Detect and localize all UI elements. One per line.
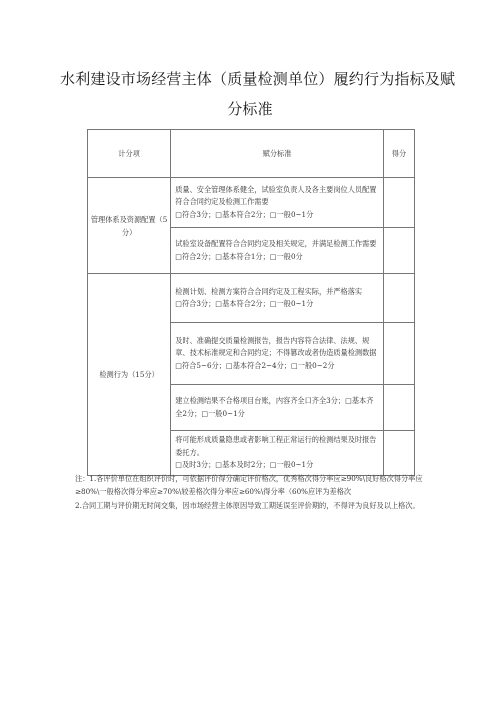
category-cell <box>88 178 171 274</box>
document-title <box>60 64 456 124</box>
header-score: 得分 <box>383 130 414 178</box>
category-label: 检测行为（15分） <box>99 370 159 379</box>
title-line-2: 分标准 <box>227 100 273 118</box>
header-criteria: 赋分标准 <box>171 130 384 178</box>
criteria-cell <box>171 178 384 228</box>
criteria-text: 将可能形成质量隐患或者影响工程正常运行的检测结果及时报告委托方。 <box>175 435 377 457</box>
table-row <box>88 178 415 228</box>
score-options: □符合5~6分；□基本符合2~4分；□一般0~2分 <box>175 360 335 370</box>
score-options: □符合3分；□基本符合2分；□一般0~1分 <box>175 209 314 219</box>
score-cell[interactable] <box>383 431 414 476</box>
score-cell[interactable] <box>383 228 414 274</box>
score-cell[interactable] <box>383 274 414 323</box>
notes-section <box>75 473 437 513</box>
category-label: 管理体系及资源配置（5分） <box>90 214 168 237</box>
criteria-text: 质量、安全管理体系健全，试验室负责人及各主要岗位人员配置符合合同约定及检测工作需要 <box>175 184 377 207</box>
criteria-text: 试验室设备配置符合合同约定及相关规定，并满足检测工作需要 <box>175 239 377 248</box>
score-cell[interactable] <box>383 385 414 431</box>
score-options: □符合3分；□基本符合2分；□一般0~1分 <box>175 299 314 308</box>
table-header-row <box>88 130 415 178</box>
score-options: □符合2分；□基本符合1分；□一般0分 <box>175 251 303 261</box>
criteria-cell <box>171 323 384 385</box>
score-options: □及时3分；□基本及时2分；□一般0~1分 <box>175 460 314 470</box>
criteria-text: 检测计划、检测方案符合合同约定及工程实际，并严格落实 <box>175 286 363 296</box>
category-cell <box>88 274 171 476</box>
criteria-cell <box>171 274 384 323</box>
note-2: 2.合同工期与评价期无时间交集，因市场经营主体原因导致工期延误至评价期的，不得评为良好及以上格次。 <box>75 501 420 511</box>
criteria-cell <box>171 385 384 431</box>
note-1: 注：1.各评价单位在组织评价时，可依据评价得分确定评价格次，优秀格次得分率应≥90%\良好格次得分率应≥80%\一般格次得分率应≥70%\较差格次得分率应≥60%\得分率（60%应评为差格次 <box>75 474 423 496</box>
header-scoring-item: 计分项 <box>88 130 171 178</box>
title-line-1: 水利建设市场经营主体（质量检测单位）履约行为指标及赋 <box>60 70 456 88</box>
criteria-cell <box>171 228 384 274</box>
criteria-text: 及时、准确提交质量检测报告，报告内容符合法律、法规、规章、技术标准规定和合同约定；不得篡改或者伪造质量检测数据 <box>175 335 377 358</box>
score-cell[interactable] <box>383 178 414 228</box>
criteria-cell <box>171 431 384 476</box>
table-row <box>88 274 415 323</box>
criteria-text: 建立检测结果不合格项目台账，内容齐全口齐全3分；□基本齐全2分；□一般0~1分 <box>175 396 374 418</box>
scoring-table <box>87 129 415 476</box>
score-cell[interactable] <box>383 323 414 385</box>
